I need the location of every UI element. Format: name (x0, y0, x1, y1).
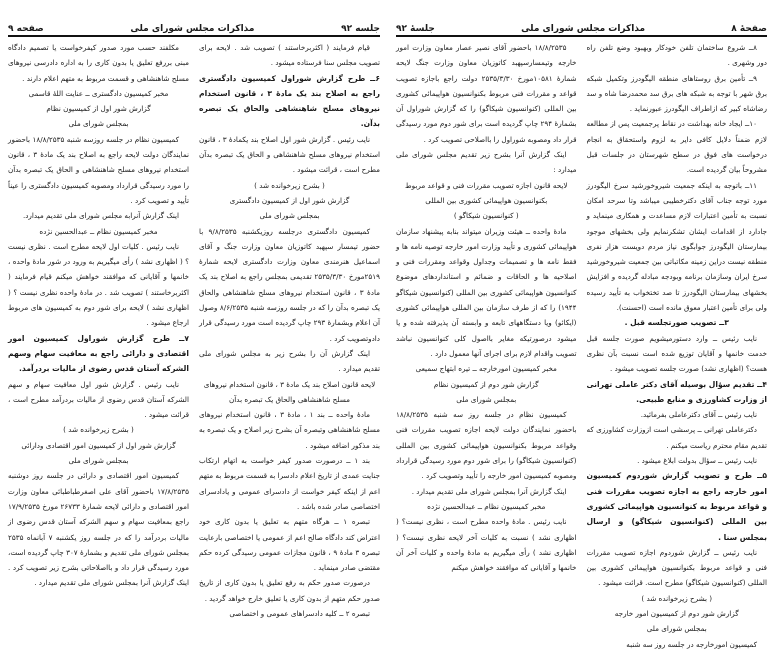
section-heading: ۷ــ طرح گزارش شوراول کمیسیون امور اقتصادی و دارائی راجع به معافیت سهام وسهم الشرکه آستان قدس رضوی از مالیات بردرآمد. (8, 333, 189, 374)
centered-line: گزارش شور دوم از کمیسیون امور خارجه (614, 608, 739, 618)
paragraph: نایب رئیس ــ وارد دستورمیشویم صورت جلسه قبل خدمت خانمها و آقایان توزیع شده است نسبت بآن نظری هست؟ (اظهاری نشد) صورت جلسه تصویب میشود . (586, 333, 767, 374)
paragraph: نایب رئیس . کلیات اول لایحه مطرح است . نظری نیست ؟ ( اظهاری نشد ) رأی میگیریم به ورود در شور مادهٔ واحده ، خانمها و آقایانی که موافقند خواهش میکنم قیام فرمایند ( اکثربرخاستند ) تصویب شد . در مادهٔ واحده نظری نیست ؟ ( اظهاری نشد ) لایحه برای شور دوم به کمیسیون های مربوط ارجاع میشود . (8, 241, 189, 328)
centered-line: لایحه قانون اجازه تصویب مقررات فنی و قواعد مربوط بکنوانسیون هواپیمائی کشوری بین المللی (405, 180, 568, 205)
paragraph: کمیسیون امورخارجه در جلسه روز سه شنبه (626, 639, 757, 649)
centered-line: ( بشرح زیرخوانده شد ) (641, 593, 713, 603)
paragraph: مکلفند حسب مورد صدور کیفرخواست یا تصمیم دادگاه مبنی بررفع تعلیق یا بدون کاری را به اداره دادرسی نیروهای مسلح شاهنشاهی و قسمت مربوط به متهم اعلام دارند . (8, 43, 189, 83)
header-rule (396, 35, 767, 37)
page-title: مذاکرات مجلس شورای ملی (130, 24, 255, 34)
paragraph: اینک گزارش آنرا بمجلس شورای ملی تقدیم میدارد . (411, 486, 567, 496)
paragraph: کمیسیون دادگستری درجلسه روزیکشنبه ۹/۸/۲۵۳۵ با حضور تیمسار سپهبد کاتوزیان معاون وزارت جنگ و آقای اسماعیل هنرمندی معاون وزارت دادگستری لایحه شمارهٔ ۲۵۱۹مورخ ۲۵۳۵/۳/۳۰ تقدیمی بمجلس راجع به اصلاح بند یک مادهٔ ۳ ، قانون استخدام نیروهای مسلح شاهنشاهی والحاق یک تبصره بدآن را که در جلسه روزسه شنبه ۸/۶/۲۵۳۵ وصول آن اعلام وبشمارهٔ ۲۹۳ چاپ گردیده است مورد رسیدگی قرار دادوتصویب کرد . (199, 226, 381, 343)
paragraph: ۱۸/۸/۲۵۳۵ باحضور آقای نصیر عصار معاون وزارت امور خارجه وتیمسارسپهبد کاتوزیان معاون وزارت جنگ لایحه شمارهٔ ۱۰۵۸۱مورخ ۲۵۳۵/۳/۳۰ دولت راجع باجازه تصویب قواعد و مقررات فنی مربوط بکنوانسیون هواپیمائی کشوری بین المللی (کنوانسیون شیکاگو) را که گزارش شوراول آن بشمارهٔ ۲۹۴ چاپ گردیده است برای شور دوم مورد رسیدگی قرار داد ومصوبه شوراول را بااصلاحی تصویب کرد . (396, 43, 577, 144)
paragraph: تبصره ۱ ــ هرگاه متهم به تعلیق یا بدون کاری خود اعتراض کند دادگاه صالح اعم از عمومی یا اختصاصی بارعایت تبصره ۳ مادهٔ ۹ ، قانون مجازات عمومی رسیدگی کرده حکم مقتضی صادر مینماید . (199, 517, 380, 573)
paragraph: نایب رئیس . مادهٔ واحده مطرح است ، نظری نیست؟ ( اظهاری نشد ) نسبت به کلیات آخر لایحه نظری نیست؟ ( اظهاری نشد ) رأی میگیریم به مادهٔ واحده و کلیات آخر آن خانمها و آقایانی که موافقند خواهش میکنم (396, 517, 577, 573)
paragraph: ۱۱ــ باتوجه به اینکه جمعیت شیروخورشید سرخ الیگودرز مورد توجه جناب آقای دکترخطیبی میباشد وتا سرحد امکان نسبت به تأمین اعتبارات لازم مساعدت و همکاری مینماید و جادارد از اقدامات ایشان تشکرنمایم ولی بخشهای موجود بیمارستان الیگودرز جوابگوی نیاز مردم دویست هزار نفری منطقه نیست دراین زمینه مکاتباتی بین جمعیت شیروخورشید سرخ ایران وسازمان برنامه وبودجه مبادله گردیده و افزایش بخشهای بیمارستان الیگودرز تا صد تختخواب به تأیید رسیده ولی برای تأمین اعتبار معوق مانده است (احسنت). (586, 180, 767, 313)
centered-line: مخبر کمیسیون نظام ــ عبدالحسین نژده (39, 226, 158, 236)
paragraph: مادهٔ واحده ــ هیئت وزیران میتواند بنابه پیشنهاد سازمان هواپیمائی کشوری و تأیید وزارت امور خارجه توصیه نامه ها و فقط نامه ها و تصمیمات وجداول وقواعد ومقررات فنی و اصلاحیه ها و الحاقات و ضمائم و استانداردهای موضوع کنوانسیون هواپیمائی کشوری بین المللی (کنوانسیون شیکاگو ۱۹۴۴) را که از طرف سازمان بین المللی هواپیمائی کشوری (ایکائو) ویا دستگاههای تابعه و وابسته آن پذیرفته شده و یا میشود درصورتیکه مغایر بااصول کلی کنوانسیون نباشد تصویب واقدام لازم برای اجرای آنها معمول دارد . (396, 226, 577, 358)
centered-line: ( کنوانسیون شیکاگو ) (453, 211, 519, 221)
paragraph: کمیسیون نظام در جلسه روز سه شنبه ۱۸/۸/۲۵۳۵ باحضور نمایندگان دولت لایحه اجازه تصویب مقررات فنی وقواعد مربوط بکنوانسیون هواپیمائی کشوری بین المللی (کنوانسیون شیکاگو) را برای شور دوم مورد رسیدگی قرارداد ومصوبه کمیسیون امور خارجه را تأیید وتصویب کرد . (396, 410, 577, 481)
centered-line: بمجلس شورای ملی (68, 456, 129, 466)
paragraph: کمیسیون امور اقتصادی و دارائی در جلسه روز دوشنبه ۱۷/۸/۲۵۳۵ باحضور آقای علی اصغرطباطبائی معاون وزارت امور اقتصادی و دارائی لایحه شمارهٔ ۲۶۷۳۳ مورخ ۱۷/۹/۲۵۳۵ راجع بمعافیت سهام و سهم الشرکه آستان قدس رضوی از مالیات بردرآمد را که در جلسه روز یکشنبه ۷ آبانماه ۲۵۳۵ بمجلس شورای ملی تقدیم و بشمارهٔ ۳۰۷ چاپ گردیده است، مورد رسیدگی قرار داد و بااصلاحاتی بشرح زیر تصویب کرد . اینک گزارش آنرا بمجلس شورای ملی تقدیم میدارد . (8, 471, 189, 588)
text-columns (8, 40, 381, 618)
paragraph: نایب رئیس . گزارش شور اول اصلاح بند یکمادهٔ ۳ ، قانون استخدام نیروهای مسلح شاهنشاهی و الحاق یک تبصره بدآن مطرح است ، قرائت میشود . (199, 134, 380, 175)
column-right (586, 40, 768, 649)
centered-line: گزارش شور اول از کمیسیون نظام (46, 104, 151, 114)
centered-line: گزارش شور اول از کمیسیون امور اقتصادی ودارائی (21, 440, 176, 450)
paragraph: نایب رئیس . گزارش شور اول معافیت سهام و سهم الشرکه آستان قدس رضوی از مالیات بردرآمد مطرح است ، قرائت میشود . (8, 379, 189, 420)
centered-line: مخبر کمیسیون نظام ــ عبدالحسین نژده (427, 501, 546, 511)
column-right (199, 40, 381, 618)
left-page (0, 0, 388, 618)
centered-line: بمجلس شورای ملی (646, 624, 707, 634)
paragraph: نایب رئیس ــ سؤال بدولت ابلاغ میشود . (637, 456, 757, 466)
column-left (8, 40, 189, 600)
right-page (388, 0, 775, 649)
paragraph: نایب رئیس ــ گزارش شوردوم اجازه تصویب مقررات فنی و قواعد مربوط بکنوانسیون هواپیمائی کشوری بین المللی (کنوانسیون شیکاگو) مطرح است. قرائت میشود . (586, 547, 767, 588)
session-number: جلسه ۹۲ (341, 24, 380, 34)
paragraph: نایب رئیس ــ آقای دکترعاملی بفرمائید. (640, 410, 757, 420)
paragraph: ۹ــ تأمین برق روستاهای منطقه الیگودرز وتکمیل شبکه برق شهر با توجه به شبکه های برق سد محمدرضا شاه و سد رضاشاه کبیر که ازاطراف الیگودرز عبورنماید . (586, 73, 767, 114)
section-heading: ۴ــ تقدیم سؤال بوسیله آقای دکتر عاملی تهرانی از وزارت کشاورزی و منابع طبیعی. (586, 379, 767, 404)
paragraph: کمیسیون نظام در جلسه روزسه شنبه ۱۸/۸/۲۵۳۵ باحضور نمایندگان دولت لایحه راجع به اصلاح بند یک مادهٔ ۳ ، قانون استخدام نیروهای مسلح شاهنشاهی و الحاق یک تبصره بدآن را مورد رسیدگی قرارداد ومصوبه کمیسیون دادگستری را عیناً تأیید و تصویب کرد . (8, 134, 189, 205)
page-title: مذاکرات مجلس شورای ملی (521, 24, 646, 34)
paragraph: اینک گزارش آن را بشرح زیر به مجلس شورای ملی تقدیم میدارد . (199, 348, 380, 374)
page-number: صفحهٔ ۸ (731, 24, 767, 34)
header-rule (8, 35, 380, 37)
centered-line: بمجلس شورای ملی (68, 119, 129, 129)
column-left (396, 40, 577, 600)
paragraph: درصورت صدور حکم به رفع تعلیق یا بدون کاری از تاریخ صدور حکم متهم از بدون کاری یا تعلیق خارج خواهد گردید . (199, 578, 380, 603)
paragraph: تبصره ۲ ــ کلیه دادسراهای عمومی و اختصاصی (229, 608, 370, 618)
centered-line: ( بشرح زیرخوانده شد ) (254, 180, 325, 190)
paragraph: اینک گزارش آنرابه مجلس شورای ملی تقدیم میدارد. (22, 211, 179, 221)
section-heading: ۵ــ طرح و تصویب گزارش شوردوم کمیسیون امور خارجه راجع به اجازه تصویب مقررات فنی و قواعد مربوط به کنوانسیون هواپیمائی کشوری بین المللی (کنوانسیون شیکاگو) و ارسال بمجلس سنا . (586, 471, 767, 542)
paragraph: ۱۰ــ ایجاد خانه بهداشت در نقاط پرجمعیت پس از مطالعه لازم ضمناً دلایل کافی دایر به لزوم واستحقاق به انجام درخواست های فوق در سطح شهرستان در جلسات قبل مشروحاً بیان گردیده است. (586, 119, 767, 175)
centered-line: بمجلس شورای ملی (456, 394, 517, 404)
centered-line: گزارش شور دوم از کمیسیون نظام (433, 379, 539, 389)
paragraph: قیام فرمایند ( اکثربرخاستند ) تصویب شد . لایحه برای تصویب مجلس سنا فرستاده میشود . (199, 43, 380, 68)
paragraph: ۸ــ شروع ساختمان تلفن خودکار وبهبود وضع تلفن راه دور وشهری . (586, 43, 767, 68)
paragraph: مادهٔ واحده ــ بند ۱ ، مادهٔ ۳ ، قانون استخدام نیروهای مسلح شاهنشاهی وتبصره آن بشرح زیر اصلاح و یک تبصره به بند مذکور اضافه میشود . (199, 410, 380, 450)
centered-line: ( بشرح زیرخوانده شد ) (63, 425, 134, 435)
paragraph: دکترعاملی تهرانی ــ پرسشی است ازوزارت کشاورزی که تقدیم مقام محترم ریاست میکنم . (586, 425, 767, 450)
page-header (396, 18, 767, 34)
paragraph: بند ۱ ــ درصورت صدور کیفر خواست به اتهام ارتکاب جنایت عمدی از تاریخ اعلام دادسرا به قسمت مربوط به متهم اعم از اینکه کیفر خواست از دادسرای عمومی و یادادسرای اختصاصی صادر شده باشد . (199, 456, 380, 511)
page-header (8, 18, 380, 34)
centered-line: لایحه قانون اصلاح بند یک مادهٔ ۳ ، قانون استخدام نیروهای مسلح شاهنشاهی والحاق یک تبصره بدآن (203, 379, 376, 404)
section-heading: ۶ــ طرح گزارش شوراول کمیسیون دادگستری راجع به اصلاح بند یک مادهٔ ۳ ، قانون استخدام نیروهای مسلح شاهنشاهی والحاق یک تبصره بدآن. (199, 73, 381, 129)
centered-line: گزارش شور اول از کمیسیون دادگستری (229, 195, 350, 205)
centered-line: مخبر کمیسیون دادگستری ــ عنایت اللهٔ قاسمی (28, 88, 169, 98)
session-number: جلسهٔ ۹۲ (396, 24, 435, 34)
text-columns (396, 40, 767, 649)
section-heading: ۳ــ تصویب صورتجلسه قبل . (624, 318, 729, 328)
page-number: صفحه ۹ (8, 24, 44, 34)
centered-line: بمجلس شورای ملی (259, 211, 320, 221)
paragraph: اینک گزارش آنرا بشرح زیر تقدیم مجلس شورای ملی میدارد : (396, 150, 577, 175)
centered-line: مخبر کمیسیون امورخارجه ــ تیره ابتهاج سمیعی (415, 364, 557, 374)
